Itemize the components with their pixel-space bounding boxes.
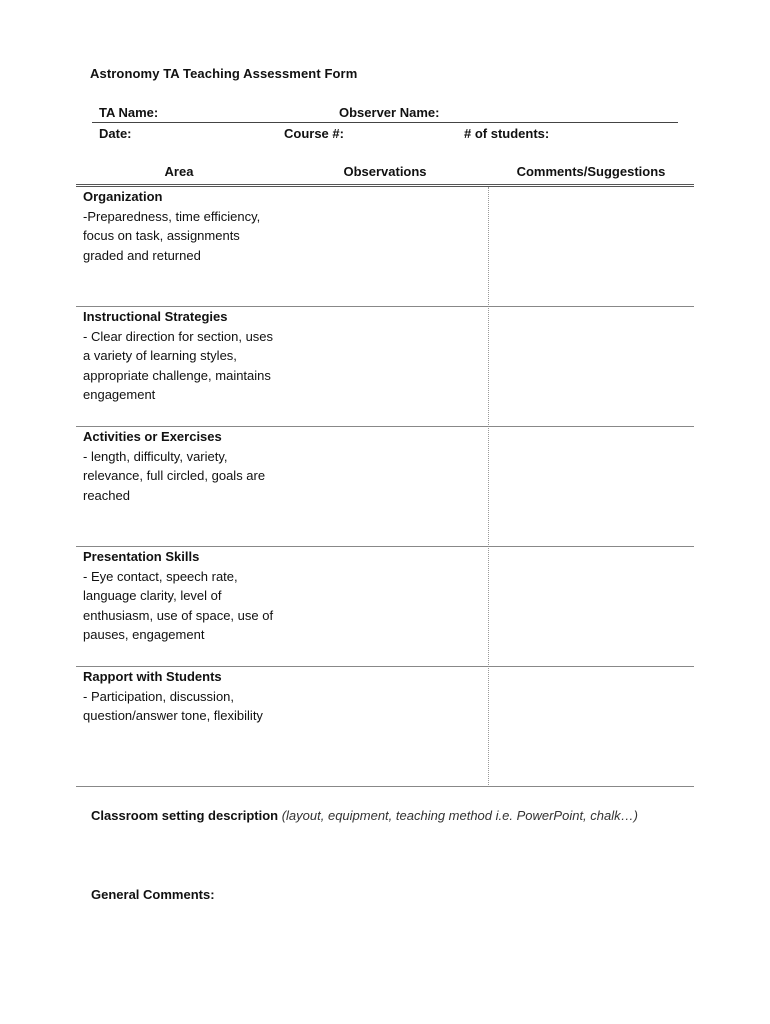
course-label: Course #: bbox=[284, 126, 344, 141]
row-title: Activities or Exercises bbox=[83, 429, 222, 444]
table-row-instructional-strategies bbox=[83, 307, 279, 405]
classroom-setting-section bbox=[91, 805, 651, 826]
observer-name-label: Observer Name: bbox=[339, 105, 440, 120]
table-row-organization bbox=[83, 187, 279, 265]
general-comments-label: General Comments: bbox=[91, 887, 215, 902]
classroom-setting-label: Classroom setting description bbox=[91, 808, 279, 823]
row-title: Instructional Strategies bbox=[83, 309, 228, 324]
comments-cell-presentation-skills[interactable] bbox=[489, 547, 694, 665]
table-row-activities bbox=[83, 427, 279, 505]
observations-cell-rapport[interactable] bbox=[283, 667, 487, 785]
row-description: - length, difficulty, variety, relevance, full circled, goals are reached bbox=[83, 448, 266, 503]
row-title: Rapport with Students bbox=[83, 669, 222, 684]
header-area: Area bbox=[164, 164, 194, 179]
table-row-rapport bbox=[83, 667, 279, 726]
comments-cell-organization[interactable] bbox=[489, 187, 694, 305]
general-comments-section bbox=[91, 884, 215, 905]
ta-name-label: TA Name: bbox=[99, 105, 159, 120]
observations-cell-instructional-strategies[interactable] bbox=[283, 307, 487, 425]
header-divider bbox=[92, 122, 678, 123]
observations-cell-organization[interactable] bbox=[283, 187, 487, 305]
form-title: Astronomy TA Teaching Assessment Form bbox=[90, 66, 358, 81]
row-description: - Participation, discussion, question/answer tone, flexibility bbox=[83, 688, 263, 723]
row-description: -Preparedness, time efficiency, focus on task, assignments graded and returned bbox=[83, 208, 261, 263]
row-description: - Clear direction for section, uses a variety of learning styles, appropriate challenge, maintains engagement bbox=[83, 328, 274, 402]
row-title: Presentation Skills bbox=[83, 549, 200, 564]
students-label: # of students: bbox=[464, 126, 550, 141]
comments-cell-activities[interactable] bbox=[489, 427, 694, 545]
header-observations: Observations bbox=[343, 164, 427, 179]
date-label: Date: bbox=[99, 126, 132, 141]
general-comments-area[interactable] bbox=[91, 908, 691, 1008]
table-row-presentation-skills bbox=[83, 547, 279, 645]
row-title: Organization bbox=[83, 189, 163, 204]
table-bottom-border bbox=[76, 786, 694, 787]
row-description: - Eye contact, speech rate, language clarity, level of enthusiasm, use of space, use of pauses, engagement bbox=[83, 568, 274, 642]
comments-cell-rapport[interactable] bbox=[489, 667, 694, 785]
observations-cell-presentation-skills[interactable] bbox=[283, 547, 487, 665]
observations-cell-activities[interactable] bbox=[283, 427, 487, 545]
comments-cell-instructional-strategies[interactable] bbox=[489, 307, 694, 425]
header-comments: Comments/Suggestions bbox=[516, 164, 666, 179]
classroom-setting-hint: (layout, equipment, teaching method i.e. PowerPoint, chalk…) bbox=[281, 808, 638, 823]
